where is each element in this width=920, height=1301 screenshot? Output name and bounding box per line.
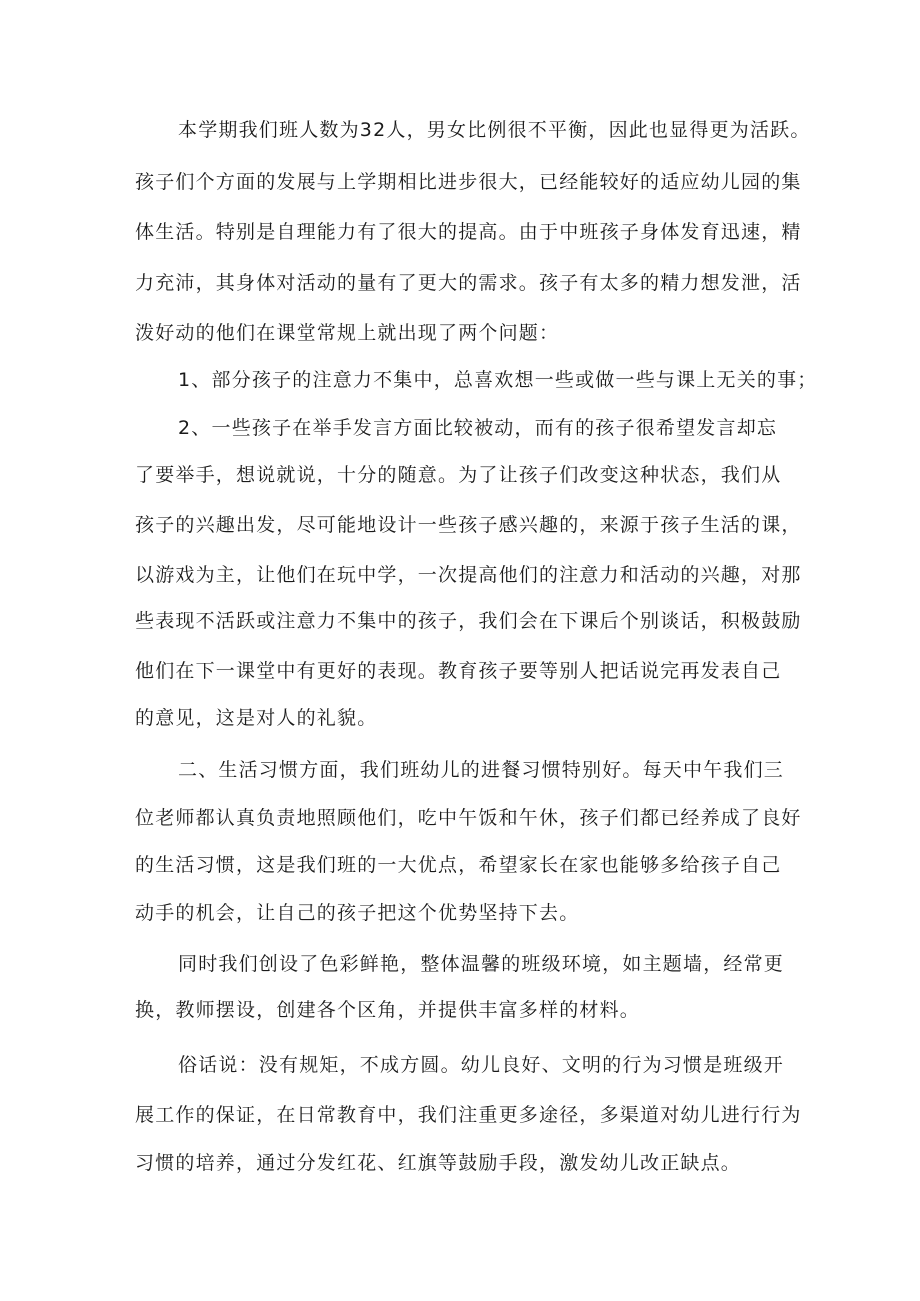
text-line: 动手的机会，让自己的孩子把这个优势坚持下去。 [135, 902, 580, 924]
text-line: 二、生活习惯方面，我们班幼儿的进餐习惯特别好。每天中午我们三 [178, 759, 785, 781]
text-line: 以游戏为主，让他们在玩中学，一次提高他们的注意力和活动的兴趣，对那 [135, 564, 802, 586]
text-line: 的生活习惯，这是我们班的一大优点，希望家长在家也能够多给孩子自己 [135, 854, 782, 876]
text-line: 同时我们创设了色彩鲜艳，整体温馨的班级环境，如主题墙，经常更 [178, 953, 785, 975]
text-line: 俗话说：没有规矩，不成方圆。幼儿良好、文明的行为习惯是班级开 [178, 1054, 785, 1076]
text-line: 展工作的保证，在日常教育中，我们注重更多途径，多渠道对幼儿进行行为 [135, 1104, 802, 1126]
text-line: 孩子们个方面的发展与上学期相比进步很大，已经能较好的适应幼儿园的集 [135, 171, 802, 193]
text-line: 孩子的兴趣出发，尽可能地设计一些孩子感兴趣的，来源于孩子生活的课， [135, 514, 802, 536]
text-line: 2、一些孩子在举手发言方面比较被动，而有的孩子很希望发言却忘 [178, 417, 778, 439]
text-line: 力充沛，其身体对活动的量有了更大的需求。孩子有太多的精力想发泄，活 [135, 272, 802, 294]
text-line: 换，教师摆设，创建各个区角，并提供丰富多样的材料。 [135, 999, 641, 1021]
text-line: 体生活。特别是自理能力有了很大的提高。由于中班孩子身体发育迅速，精 [135, 221, 802, 243]
text-line: 1、部分孩子的注意力不集中，总喜欢想一些或做一些与课上无关的事； [178, 369, 818, 391]
text-line: 本学期我们班人数为32人，男女比例很不平衡，因此也显得更为活跃。 [178, 119, 811, 141]
text-line: 些表现不活跃或注意力不集中的孩子，我们会在下课后个别谈话，积极鼓励 [135, 610, 802, 632]
text-line: 泼好动的他们在课堂常规上就出现了两个问题： [135, 322, 560, 344]
text-line: 他们在下一课堂中有更好的表现。教育孩子要等别人把话说完再发表自己 [135, 660, 782, 682]
text-line: 位老师都认真负责地照顾他们，吃中午饭和午休，孩子们都已经养成了良好 [135, 807, 802, 829]
text-line: 的意见，这是对人的礼貌。 [135, 707, 378, 729]
text-line: 习惯的培养，通过分发红花、红旗等鼓励手段，激发幼儿改正缺点。 [135, 1152, 742, 1174]
text-line: 了要举手，想说就说，十分的随意。为了让孩子们改变这种状态，我们从 [135, 464, 782, 486]
